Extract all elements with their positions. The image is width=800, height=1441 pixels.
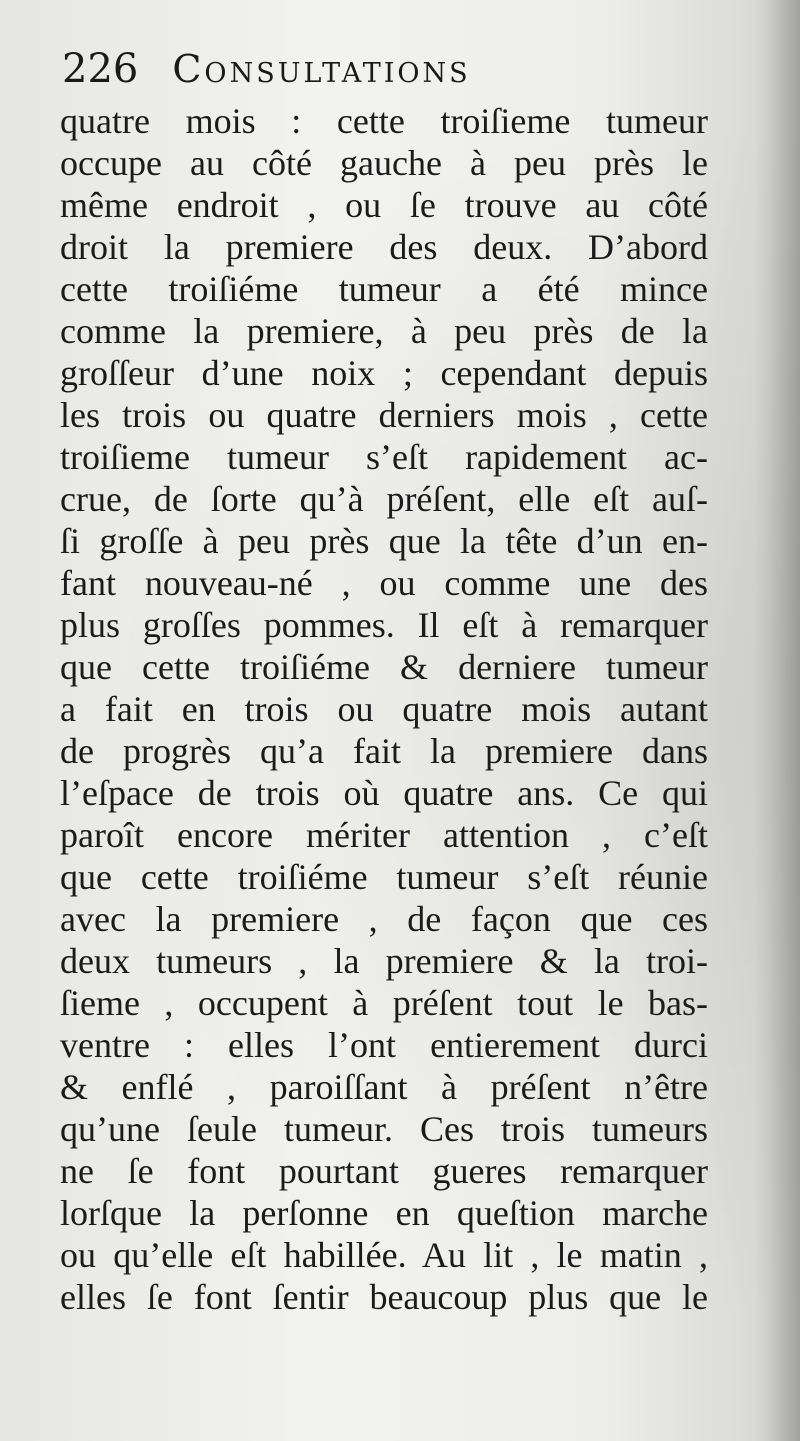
text-line: crue, de ſorte qu’à préſent, elle eſt auſ-: [60, 479, 708, 519]
text-line: ſieme , occupent à préſent tout le bas-: [60, 983, 708, 1023]
page-number: 226: [62, 46, 139, 92]
text-line: droit la premiere des deux. D’abord: [60, 227, 708, 267]
text-line: les trois ou quatre derniers mois , cette: [60, 395, 708, 435]
text-line: comme la premiere, à peu près de la: [60, 311, 708, 351]
page-gutter-shadow: [754, 0, 800, 1441]
text-line: que cette troiſiéme tumeur s’eſt réunie: [60, 857, 708, 897]
text-line: que cette troiſiéme & derniere tumeur: [60, 647, 708, 687]
text-line: ventre : elles l’ont entierement durci: [60, 1025, 708, 1065]
text-line: & enflé , paroiſſant à préſent n’être: [60, 1067, 708, 1107]
text-line: lorſque la perſonne en queſtion marche: [60, 1193, 708, 1233]
text-line: paroît encore mériter attention , c’eſt: [60, 815, 708, 855]
text-line: troiſieme tumeur s’eſt rapidement ac-: [60, 437, 708, 477]
text-line: deux tumeurs , la premiere & la troi-: [60, 941, 708, 981]
text-line: avec la premiere , de façon que ces: [60, 899, 708, 939]
body-text: [60, 100, 708, 1318]
text-line: a fait en trois ou quatre mois autant: [60, 689, 708, 729]
text-line: elles ſe font ſentir beaucoup plus que le: [60, 1277, 708, 1317]
text-line: plus groſſes pommes. Il eſt à remarquer: [60, 605, 708, 645]
text-line: cette troiſiéme tumeur a été mince: [60, 269, 708, 309]
text-line: ne ſe font pourtant gueres remarquer: [60, 1151, 708, 1191]
running-title: Consultations: [172, 47, 471, 91]
text-line: de progrès qu’a fait la premiere dans: [60, 731, 708, 771]
text-line: groſſeur d’une noix ; cependant depuis: [60, 353, 708, 393]
text-line: même endroit , ou ſe trouve au côté: [60, 185, 708, 225]
text-line: fant nouveau-né , ou comme une des: [60, 563, 708, 603]
page-header: [62, 46, 471, 102]
text-line: occupe au côté gauche à peu près le: [60, 143, 708, 183]
text-line: qu’une ſeule tumeur. Ces trois tumeurs: [60, 1109, 708, 1149]
text-line: quatre mois : cette troiſieme tumeur: [60, 101, 708, 141]
text-line: l’eſpace de trois où quatre ans. Ce qui: [60, 773, 708, 813]
text-line: ſi groſſe à peu près que la tête d’un en-: [60, 521, 708, 561]
text-line: ou qu’elle eſt habillée. Au lit , le matin ,: [60, 1235, 708, 1275]
